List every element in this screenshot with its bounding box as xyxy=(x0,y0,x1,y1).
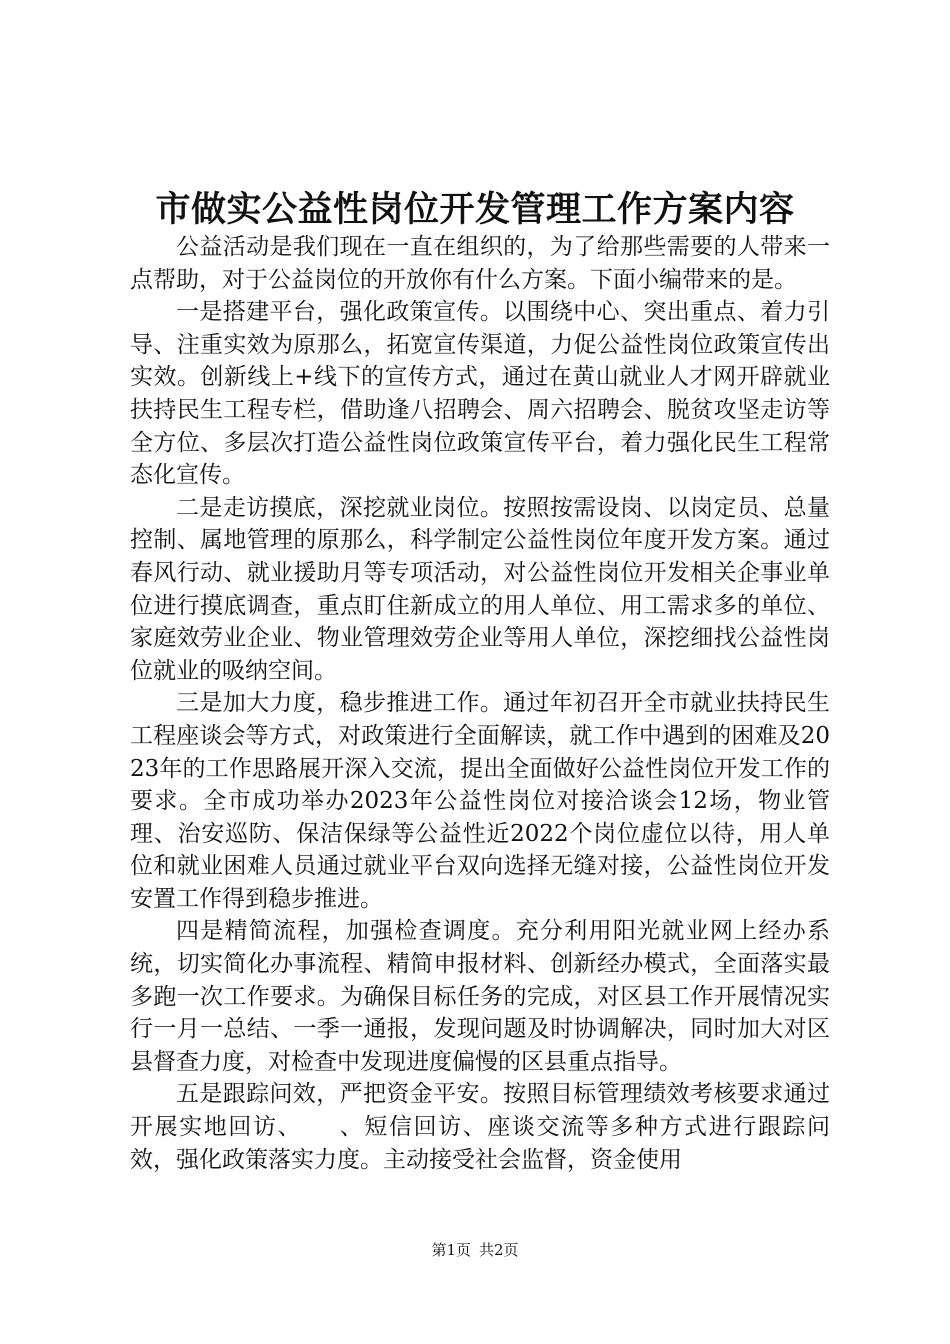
paragraph-intro: 公益活动是我们现在一直在组织的，为了给那些需要的人带来一点帮助，对于公益岗位的开放你有什么方案。下面小编带来的是。 xyxy=(130,234,830,293)
paragraph-2: 二是走访摸底，深挖就业岗位。按照按需设岗、以岗定员、总量控制、属地管理的原那么，科学制定公益性岗位年度开发方案。通过春风行动、就业援助月等专项活动，对公益性岗位开发相关企事业单位进行摸底调查，重点盯住新成立的用人单位、用工需求多的单位、家庭效劳业企业、物业管理效劳企业等用人单位，深挖细找公益性岗位就业的吸纳空间。 xyxy=(130,494,830,684)
paragraph-3: 三是加大力度，稳步推进工作。通过年初召开全市就业扶持民生工程座谈会等方式，对政策进行全面解读，就工作中遇到的困难及2023年的工作思路展开深入交流，提出全面做好公益性岗位开发工作的要求。全市成功举办2023年公益性岗位对接洽谈会12场，物业管理、治安巡防、保洁保绿等公益性近2022个岗位虚位以待，用人单位和就业困难人员通过就业平台双向选择无缝对接，公益性岗位开发安置工作得到稳步推进。 xyxy=(130,690,830,912)
document-title: 市做实公益性岗位开发管理工作方案内容 xyxy=(155,189,795,230)
paragraph-4: 四是精简流程，加强检查调度。充分利用阳光就业网上经办系统，切实简化办事流程、精简申报材料、创新经办模式，全面落实最多跑一次工作要求。为确保目标任务的完成，对区县工作开展情况实行一月一总结、一季一通报，发现问题及时协调解决，同时加大对区县督查力度，对检查中发现进度偏慢的区县重点指导。 xyxy=(130,918,830,1075)
document-body xyxy=(130,231,830,1176)
page-total: 共2页 xyxy=(479,1241,519,1259)
page-number: 第1页 xyxy=(431,1241,471,1259)
paragraph-1: 一是搭建平台，强化政策宣传。以围绕中心、突出重点、着力引导、注重实效为原那么，拓宽宣传渠道，力促公益性岗位政策宣传出实效。创新线上+线下的宣传方式，通过在黄山就业人才网开辟就业扶持民生工程专栏，借助逢八招聘会、周六招聘会、脱贫攻坚走访等全方位、多层次打造公益性岗位政策宣传平台，着力强化民生工程常态化宣传。 xyxy=(130,299,830,489)
paragraph-5: 五是跟踪问效，严把资金平安。按照目标管理绩效考核要求通过开展实地回访、 、短信回访、座谈交流等多种方式进行跟踪问效，强化政策落实力度。主动接受社会监督，资金使用 xyxy=(130,1081,830,1173)
page-footer xyxy=(0,1240,950,1260)
